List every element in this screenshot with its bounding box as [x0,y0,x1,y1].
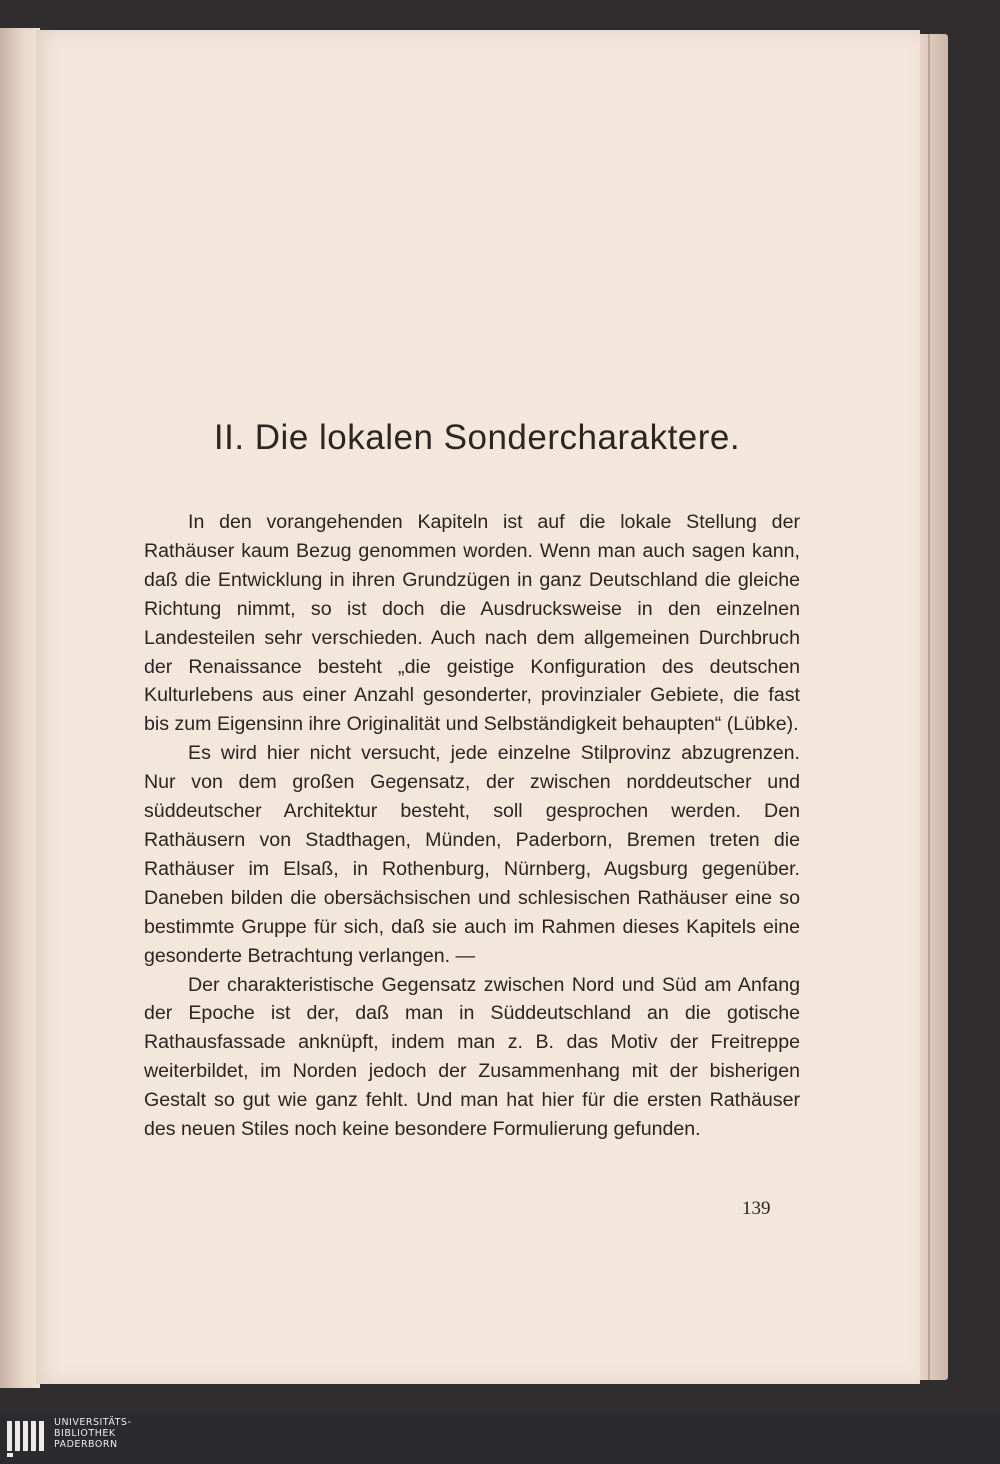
body-text [144,508,800,1144]
left-page-edge [0,28,40,1388]
library-name-line1: UNIVERSITÄTS- [54,1417,132,1428]
book-page [36,30,920,1384]
footer-bar [0,1412,1000,1464]
library-name-line3: PADERBORN [54,1439,118,1450]
page-number: 139 [742,1198,771,1219]
chapter-title: II. Die lokalen Sondercharaktere. [213,418,741,457]
paragraph-1: In den vorangehenden Kapiteln ist auf die lokale Stellung der Rathäuser kaum Bezug genommen worden. Wenn man auch sagen kann, daß die Entwicklung in ihren Grundzügen in ganz Deutschland die gleiche Richtung nimmt, so ist doch die Ausdrucksweise in den einzelnen Landesteilen sehr verschieden. Auch nach dem allgemeinen Durchbruch der Renaissance besteht „die geistige Konfiguration des deutschen Kulturlebens aus einer Anzahl gesonderter, provinzialer Gebiete, die fast bis zum Eigensinn ihre Originalität und Selbständigkeit behaupten“ (Lübke). [144,511,800,736]
library-name-line2: BIBLIOTHEK [54,1428,116,1439]
library-logo-icon [6,1418,48,1458]
paragraph-3: Der charakteristische Gegensatz zwischen Nord und Süd am Anfang der Epoche ist der, daß man in Süddeutschland an die gotische Rathausfassade anknüpft, indem man z. B. das Motiv der Freitreppe weiterbildet, im Norden jedoch der Zusammenhang mit der bisherigen Gestalt so gut wie ganz fehlt. Und man hat hier für die ersten Rathäuser des neuen Stiles noch keine besondere Formulierung gefunden. [144,973,800,1141]
library-name [54,1417,131,1450]
paragraph-2: Es wird hier nicht versucht, jede einzelne Stilprovinz abzugrenzen. Nur von dem großen Gegensatz, der zwischen norddeutscher und süddeutscher Architektur besteht, soll gesprochen werden. Den Rathäusern von Stadthagen, Münden, Paderborn, Bremen treten die Rathäuser im Elsaß, in Rothenburg, Nürnberg, Augsburg gegenüber. Daneben bilden die obersächsischen und schlesischen Rathäuser eine so bestimmte Gruppe für sich, daß sie auch im Rahmen dieses Kapitels eine gesonderte Betrachtung verlangen. — [144,742,800,967]
